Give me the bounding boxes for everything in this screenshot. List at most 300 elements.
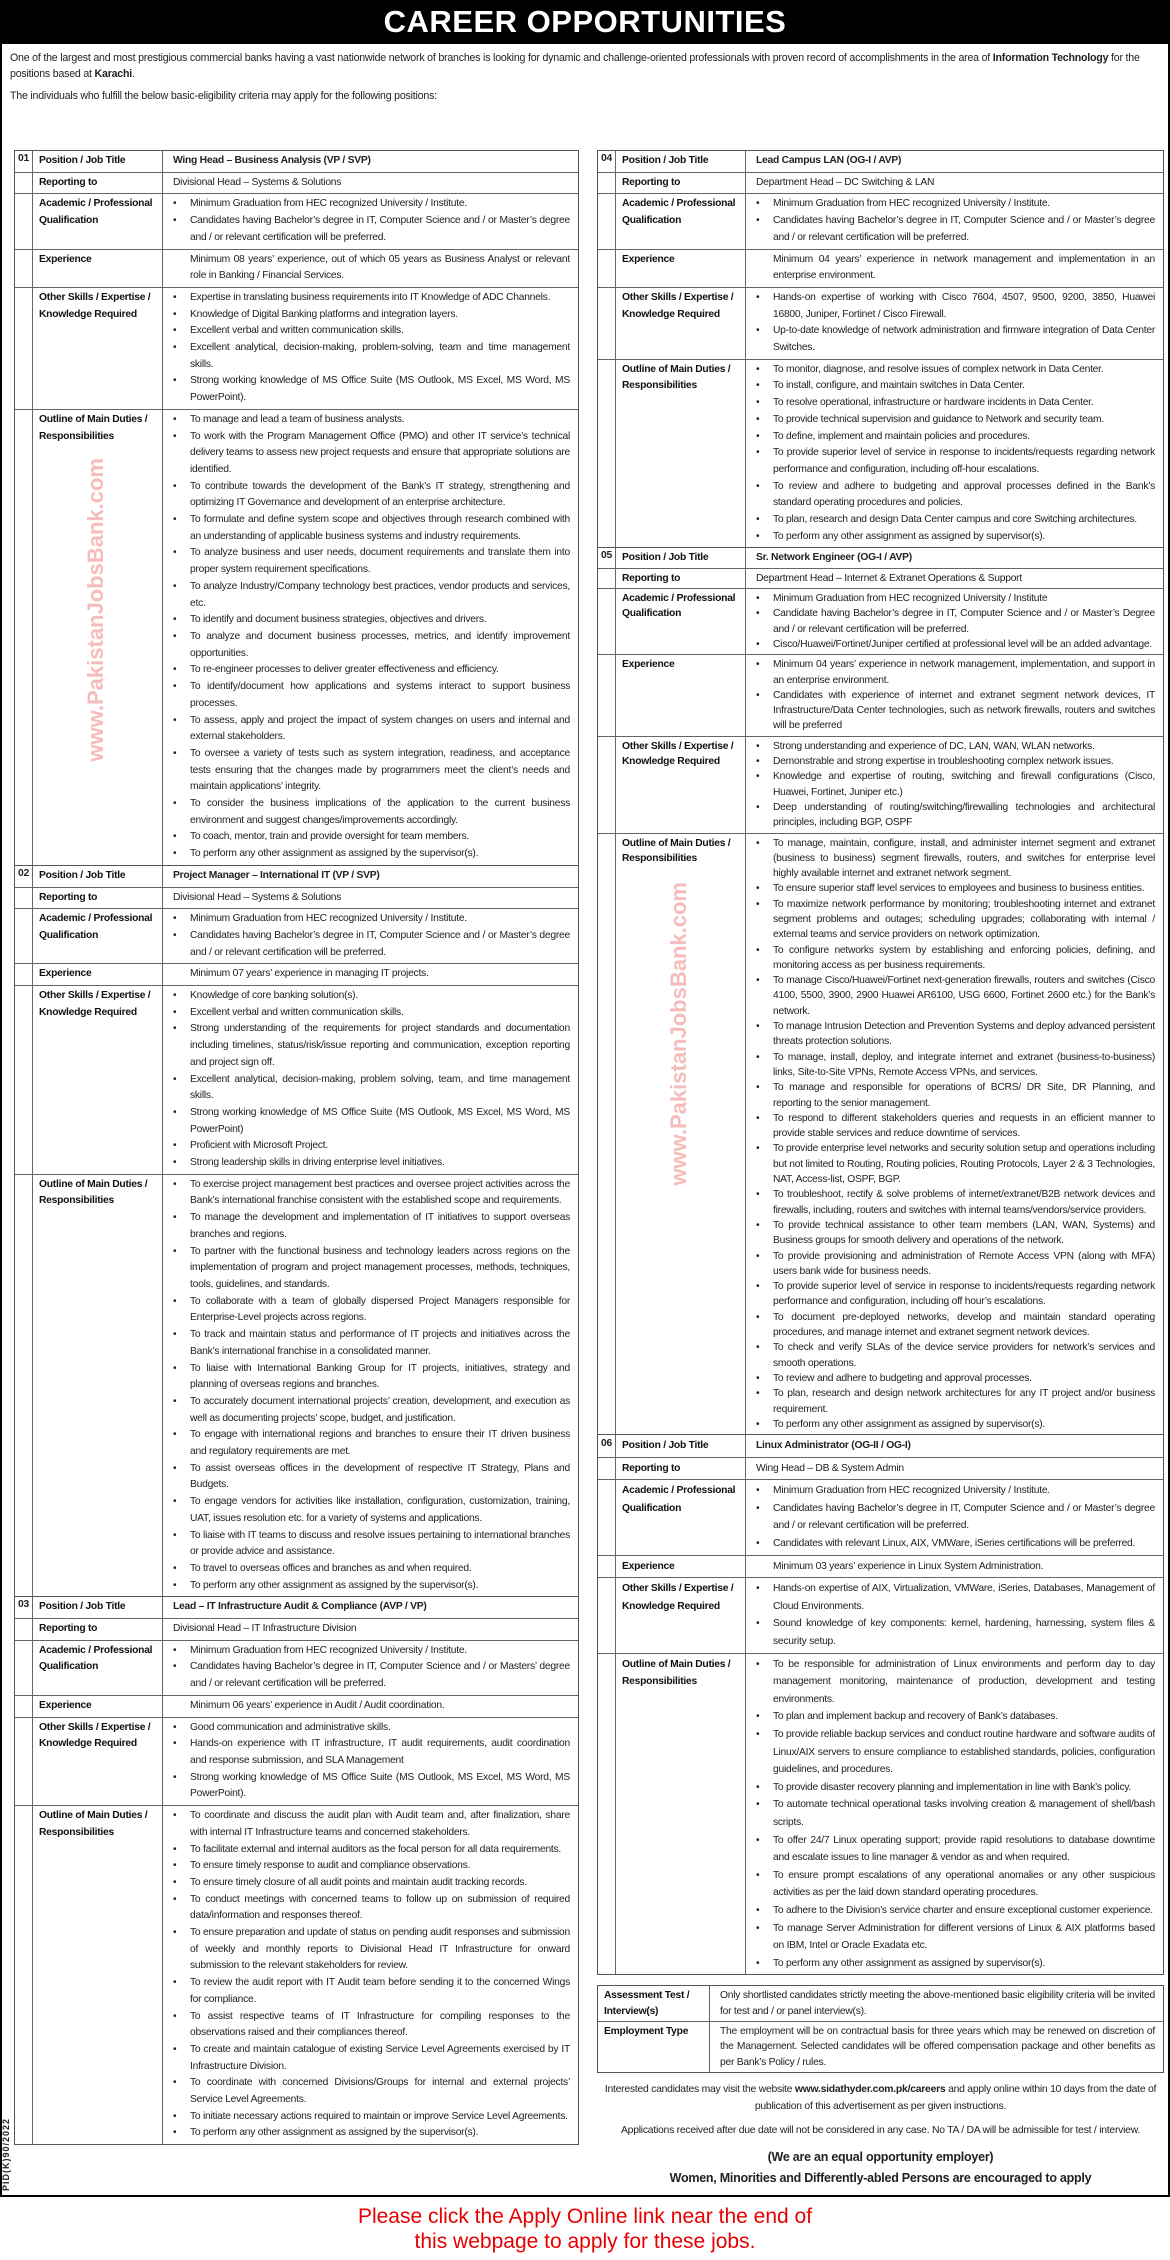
bullet-item: • To ensure superior staff level services to employees and business to business entities. — [756, 881, 1155, 896]
bullet-item: • To plan, research and design network architectures for any IT project and/or business requirement. — [756, 1386, 1155, 1417]
row-value: Minimum 07 years’ experience in managing IT projects. — [190, 968, 429, 980]
bullet-item: • To be responsible for administration of Linux environments and perform day to day management monitoring, maintenance of production, development and testing environments. — [756, 1656, 1155, 1709]
bullet-item: • To coordinate and discuss the audit plan with Audit team and, after finalization, share with internal IT Infrastructure teams and concerned stakeholders. — [173, 1808, 570, 1841]
job-title-row — [598, 151, 1163, 173]
job-row — [598, 1480, 1163, 1555]
row-label-text: Reporting to — [622, 572, 681, 584]
row-label-text: Reporting to — [39, 1623, 98, 1635]
row-label-text: Outline of Main Duties / Responsibilities — [39, 1810, 148, 1838]
job-section-04 — [597, 150, 1164, 547]
job-row — [15, 888, 578, 910]
row-bullets — [163, 909, 578, 963]
bullet-item: • Strong working knowledge of MS Office Suite (MS Outlook, MS Excel, MS Word, MS PowerPoint) — [173, 1105, 570, 1138]
bullet-item: • To perform any other assignment as assigned by supervisor(s). — [756, 1417, 1155, 1432]
job-row — [598, 250, 1163, 288]
right-jobs — [597, 150, 1164, 1975]
row-label-text: Other Skills / Expertise / Knowledge Required — [39, 990, 151, 1018]
notice-line: Please click the Apply Online link near the end of — [357, 2205, 813, 2228]
job-number-spacer — [598, 569, 616, 588]
bullet-item: • Expertise in translating business requirements into IT Knowledge of ADC Channels. — [173, 290, 570, 307]
job-title-row — [598, 1435, 1163, 1458]
right-column — [597, 150, 1164, 2189]
bullet-item: • Hands-on expertise of working with Cisco 7604, 4507, 9500, 9200, 3850, Huawei 16800, Juniper, Fortinet / Cisco Firewall. — [756, 290, 1155, 323]
bullet-item: • Good communication and administrative skills. — [173, 1720, 570, 1737]
bullet-item: • To re-engineer processes to deliver greater effectiveness and efficiency. — [173, 662, 570, 679]
bullet-item: • Excellent verbal and written communication skills. — [173, 323, 570, 340]
job-number-spacer — [15, 1641, 33, 1695]
bullet-item: • To respond to different stakeholders queries and requests in an efficient manner to provide stable services and reduce downtime of services. — [756, 1111, 1155, 1142]
bullet-item: • To contribute towards the development of the Bank’s IT strategy, strengthening and optimizing IT Governance and development of an enterprise architecture. — [173, 479, 570, 512]
row-bullets — [746, 1480, 1163, 1554]
job-row — [15, 1641, 578, 1696]
row-label — [616, 589, 746, 654]
bullet-item: • Candidates having Bachelor’s degree in IT, Computer Science and / or Master’s degree and / or relevant certification will be preferred. — [173, 928, 570, 961]
job-section-01 — [14, 150, 579, 865]
row-label-text: Outline of Main Duties / Responsibilities — [39, 1178, 148, 1207]
job-number: 04 — [598, 151, 616, 172]
job-title: Sr. Network Engineer (OG-I / AVP) — [756, 552, 912, 564]
bullet-item: • To ensure timely closure of all audit points and maintain audit tracking records. — [173, 1875, 570, 1892]
row-label — [33, 194, 163, 248]
job-number: 06 — [598, 1435, 616, 1457]
bullet-item: • To engage vendors for activities like installation, configuration, customization, training, UAT, issues resolution etc. for a variety of systems and applications. — [173, 1494, 570, 1527]
job-number-spacer — [15, 410, 33, 865]
bullet-item: • Knowledge of core banking solution(s). — [173, 988, 570, 1005]
job-row — [15, 250, 578, 288]
pid-number: PID(K)90/2022 — [1, 2118, 11, 2192]
intro-text: for the positions based at — [10, 52, 1140, 80]
job-row — [15, 1175, 578, 1597]
row-bullets — [746, 589, 1163, 654]
left-column — [14, 150, 579, 2145]
row-label — [616, 1435, 746, 1457]
careers-link[interactable]: www.sidathyder.com.pk/careers — [794, 2083, 946, 2095]
bullet-item: • To manage and responsible for operations of BCRS/ DR Site, DR Planning, and reporting to the senior management. — [756, 1080, 1155, 1111]
bullet-item: • Excellent analytical, decision-making, problem-solving, team and time management skills. — [173, 340, 570, 373]
job-row — [15, 173, 578, 195]
row-value: Wing Head – DB & System Admin — [756, 1462, 904, 1474]
bullet-item: • Strong working knowledge of MS Office Suite (MS Outlook, MS Excel, MS Word, MS PowerPoint). — [173, 373, 570, 406]
bullet-item: • To assist overseas offices in the development of respective IT Strategy, Plans and Budgets. — [173, 1461, 570, 1494]
row-label-text: Academic / Professional Qualification — [622, 198, 736, 227]
job-row — [15, 1696, 578, 1718]
bullet-item: • To analyze and document business processes, metrics, and identify improvement opportunities. — [173, 629, 570, 662]
bullet-item: • To automate technical operational tasks involving creation & management of shell/bash scripts. — [756, 1796, 1155, 1831]
row-label — [616, 288, 746, 359]
bullet-item: • To perform any other assignment as assigned by the supervisor(s). — [173, 846, 570, 863]
row-value: The employment will be on contractual basis for three years which may be renewed on discretion of the Management. Selected candidates will be offered compensation package and other benefits as per Bank’s Policy / rules. — [720, 2025, 1155, 2068]
row-bullets — [163, 194, 578, 248]
job-row — [15, 909, 578, 964]
job-number-spacer — [598, 173, 616, 194]
row-label-text: Other Skills / Expertise / Knowledge Required — [39, 291, 151, 320]
bullet-item: • To conduct meetings with concerned teams to follow up on submission of required data/information and responses thereof. — [173, 1892, 570, 1925]
bullet-item: • Minimum Graduation from HEC recognized University / Institute — [756, 591, 1155, 606]
bullet-item: • To review the audit report with IT Audit team before sending it to the concerned Wings for compliance. — [173, 1975, 570, 2008]
row-label-text: Reporting to — [39, 891, 98, 903]
bullet-item: • To provide superior level of service in response to incidents/requests regarding network performance and configuration, including off hour’s escalations. — [756, 1279, 1155, 1310]
job-number-spacer — [598, 1578, 616, 1652]
row-label — [616, 834, 746, 1435]
bullet-item: • To provide reliable backup services and conduct routine hardware and software audits of Linux/AIX servers to ensure compliance to established standards, policies, configuration guidelines, and procedures. — [756, 1726, 1155, 1779]
intro-eligibility: The individuals who fulfill the below basic-eligibility criteria may apply for the following positions: — [10, 90, 437, 102]
row-label — [33, 250, 163, 287]
job-title: Lead – IT Infrastructure Audit & Compliance (AVP / VP) — [173, 1601, 427, 1613]
row-bullets — [746, 360, 1163, 548]
job-title: Project Manager – International IT (VP / SVP) — [173, 869, 380, 881]
bullet-item: • To engage with international regions and branches to ensure their IT driven business and regulatory requirements are met. — [173, 1427, 570, 1460]
row-value: Department Head – DC Switching & LAN — [756, 176, 935, 188]
bullet-item: • To accurately document international projects’ creation, development, and execution as well as documenting projects’ scope, budget, and justification. — [173, 1394, 570, 1427]
job-number-spacer — [598, 589, 616, 654]
row-label: Employment Type — [598, 2022, 710, 2072]
row-label — [616, 1578, 746, 1652]
bullet-item: • To track and maintain status and performance of IT projects and initiatives across the Bank’s international franchise in a consolidated manner. — [173, 1327, 570, 1360]
bullet-item: • To identify/document how applications and systems interact to support business processes. — [173, 679, 570, 712]
job-number-spacer — [15, 250, 33, 287]
job-section-06 — [597, 1434, 1164, 1975]
intro — [10, 50, 1160, 110]
bullet-item: • To assess, apply and project the impact of system changes on users and internal and external stakeholders. — [173, 713, 570, 746]
row-bullets — [746, 194, 1163, 248]
bullet-item: • Minimum Graduation from HEC recognized University / Institute. — [173, 911, 570, 928]
job-title-row — [15, 866, 578, 888]
job-row — [15, 1806, 578, 2144]
bullet-item: • Knowledge and expertise of routing, switching and firewall configurations (Cisco, Huawei, Fortinet, Juniper etc.) — [756, 769, 1155, 800]
job-number-spacer — [15, 909, 33, 963]
row-label — [616, 194, 746, 248]
job-number-spacer — [15, 1696, 33, 1717]
bullet-item: • To ensure timely response to audit and compliance observations. — [173, 1858, 570, 1875]
bullet-item: • To maximize network performance by monitoring; troubleshooting internet and extranet segment problems and outages; scheduling upgrades; collaborating with internal / external teams and service providers on network optimization. — [756, 897, 1155, 943]
bullet-item: • To define, implement and maintain policies and procedures. — [756, 429, 1155, 446]
bullet-item: • To ensure prompt escalations of any operational anomalies or any other suspicious activities as per the laid down standard operating procedures. — [756, 1867, 1155, 1902]
bullet-item: • To resolve operational, infrastructure or hardware incidents in Data Center. — [756, 395, 1155, 412]
intro-field: Information Technology — [992, 52, 1109, 64]
bullet-item: • To oversee a variety of tests such as system integration, readiness, and acceptance tests ensuring that the changes made by programmers meet the client’s needs and maintain applications’ integrity. — [173, 746, 570, 796]
bullet-item: • To perform any other assignment as assigned by the supervisor(s). — [173, 2125, 570, 2142]
job-number-spacer — [15, 1175, 33, 1597]
job-number-spacer — [598, 834, 616, 1435]
job-number-spacer — [598, 288, 616, 359]
bullet-item: • Candidates having Bachelor’s degree in IT, Computer Science and / or Masters’ degree and / or relevant certification will be preferred. — [173, 1659, 570, 1692]
row-bullets — [163, 986, 578, 1174]
row-bullets — [746, 737, 1163, 833]
row-label-text: Experience — [39, 968, 92, 980]
job-number: 05 — [598, 548, 616, 567]
bullet-item: • To provide enterprise level networks and security solution setup and operations including but not limited to Routing, Routing policies, Routing Protocols, Layer 2 & 3 Technologies, NAT, Access-list, OSPF, BGP. — [756, 1141, 1155, 1187]
row-label-text: Experience — [622, 659, 675, 671]
row-label — [616, 1480, 746, 1554]
row-label — [616, 737, 746, 833]
bullet-item: • To manage Intrusion Detection and Prevention Systems and deploy advanced persistent threats protection solutions. — [756, 1019, 1155, 1050]
row-label-text: Position / Job Title — [622, 155, 709, 166]
bullet-item: • To plan and implement backup and recovery of Bank’s databases. — [756, 1708, 1155, 1726]
intro-city: Karachi — [94, 68, 133, 80]
row-bullets — [746, 1654, 1163, 1975]
bullet-item: • To work with the Program Management Office (PMO) and other IT service’s technical delivery teams to assess new project requests and ensure that appropriate solutions are identified. — [173, 429, 570, 479]
watermark: www.PakistanJobsBank.com — [666, 881, 691, 1186]
bullet-item: • Deep understanding of routing/switching/firewalling technologies and architectural principles, including BGP, OSPF — [756, 800, 1155, 831]
bullet-item: • Minimum Graduation from HEC recognized University / Institute. — [173, 196, 570, 213]
intro-paragraph — [10, 50, 1160, 82]
job-row — [598, 1578, 1163, 1653]
job-row — [15, 1619, 578, 1641]
job-title: Linux Administrator (OG-II / OG-I) — [756, 1440, 911, 1452]
bullet-item: • Minimum Graduation from HEC recognized University / Institute. — [756, 196, 1155, 213]
job-number: 02 — [15, 866, 33, 887]
job-row — [598, 1458, 1163, 1481]
row-label-text: Experience — [39, 1699, 92, 1711]
row-label — [616, 151, 746, 172]
bullet-item: • Knowledge of Digital Banking platforms and integration layers. — [173, 307, 570, 324]
row-label — [33, 151, 163, 172]
bullet-item: • To manage Cisco/Huawei/Fortinet next-generation firewalls, routers and switches (Cisco 4100, 5500, 3900, 2900 Huawei AR6100, USG 6600, Fortinet 2600 etc.) for the Bank’s network. — [756, 973, 1155, 1019]
job-number-spacer — [598, 1556, 616, 1578]
row-label — [616, 569, 746, 588]
job-section-05 — [597, 547, 1164, 1434]
apply-online-notice — [0, 2204, 1170, 2254]
job-number-spacer — [598, 1654, 616, 1975]
row-label — [33, 909, 163, 963]
bullet-item: • To partner with the functional business and technology leaders across regions on the implementation of program and project management processes, methods, techniques, tools, guidelines, and standards. — [173, 1244, 570, 1294]
apply-text: Interested candidates may visit the website — [604, 2083, 795, 2095]
bullet-item: • To perform any other assignment as assigned by the supervisor(s). — [173, 1578, 570, 1595]
bullet-item: • To monitor, diagnose, and resolve issues of complex network in Data Center. — [756, 362, 1155, 379]
apply-instructions — [597, 2081, 1164, 2116]
page-title: CAREER OPPORTUNITIES — [0, 0, 1170, 44]
job-number-spacer — [15, 888, 33, 909]
job-number-spacer — [15, 288, 33, 409]
bullet-item: • To exercise project management best practices and oversee project activities across the Bank’s international franchise consistent with the established scope and requirements. — [173, 1177, 570, 1210]
row-label-text: Position / Job Title — [622, 1440, 709, 1452]
bullet-item: • Strong leadership skills in driving enterprise level initiatives. — [173, 1155, 570, 1172]
bullet-item: • Minimum Graduation from HEC recognized University / Institute. — [756, 1482, 1155, 1500]
job-number-spacer — [598, 360, 616, 548]
bullet-item: • To offer 24/7 Linux operating support; provide rapid resolutions to database downtime and escalate issues to line manager & vendor as and when required. — [756, 1832, 1155, 1867]
bullet-item: • Up-to-date knowledge of network administration and firmware integration of Data Center Switches. — [756, 323, 1155, 356]
bullet-item: • Candidates having Bachelor’s degree in IT, Computer Science and / or Master’s degree and / or relevant certification will be preferred. — [756, 213, 1155, 246]
row-label-text: Experience — [39, 253, 92, 265]
employment-type-row — [598, 2022, 1163, 2072]
row-label-text: Academic / Professional Qualification — [622, 1485, 736, 1514]
row-label — [616, 360, 746, 548]
job-section-02 — [14, 865, 579, 1597]
job-row — [15, 964, 578, 986]
bullet-item: • To manage the development and implementation of IT initiatives to support overseas branches and regions. — [173, 1210, 570, 1243]
job-row — [15, 288, 578, 410]
row-label — [33, 888, 163, 909]
bullet-item: • To adhere to the Division’s service charter and ensure exceptional customer experience. — [756, 1902, 1155, 1920]
bullet-item: • To provide technical supervision and guidance to Network and security team. — [756, 412, 1155, 429]
intro-text: . — [132, 68, 135, 80]
job-row — [598, 360, 1163, 548]
bullet-item: • To manage and lead a team of business analysts. — [173, 412, 570, 429]
bullet-item: • Excellent verbal and written communication skills. — [173, 1005, 570, 1022]
row-bullets — [746, 655, 1163, 735]
row-label-text: Experience — [622, 1560, 675, 1572]
job-row — [598, 288, 1163, 360]
job-number-spacer — [598, 1480, 616, 1554]
row-bullets — [746, 288, 1163, 359]
bullet-item: • To create and maintain catalogue of existing Service Level Agreements exercised by IT Infrastructure Division. — [173, 2042, 570, 2075]
row-value: Divisional Head – Systems & Solutions — [173, 891, 342, 903]
row-label-text: Academic / Professional Qualification — [39, 913, 153, 941]
row-label-text: Reporting to — [39, 176, 98, 188]
bullet-item: • To perform any other assignment as assigned by supervisor(s). — [756, 529, 1155, 546]
bullet-item: • Minimum Graduation from HEC recognized University / Institute. — [173, 1643, 570, 1660]
row-label-text: Position / Job Title — [39, 155, 126, 166]
row-value: Minimum 03 years’ experience in Linux System Administration. — [773, 1560, 1044, 1572]
bullet-item: • To assist respective teams of IT Infrastructure for compiling responses to the observations raised and their compliances thereof. — [173, 2009, 570, 2042]
row-bullets — [163, 1641, 578, 1695]
bullet-item: • Candidate having Bachelor’s degree in IT, Computer Science and / or Master’s Degree and / or relevant certification will be preferred. — [756, 606, 1155, 637]
row-label — [33, 964, 163, 985]
bullet-item: • Strong understanding of the requirements for project standards and documentation including timelines, status/risk/issue reporting and communication, exception reporting and project sign off. — [173, 1021, 570, 1071]
row-value: Divisional Head – IT Infrastructure Division — [173, 1623, 357, 1635]
job-row — [598, 569, 1163, 589]
row-label — [616, 655, 746, 735]
job-row — [598, 589, 1163, 655]
row-bullets — [746, 834, 1163, 1435]
job-row — [598, 194, 1163, 249]
bullet-item: • To troubleshoot, rectify & solve problems of internet/extranet/B2B network devices and firewalls, including, routers and switches with internal teams/vendors/service providers. — [756, 1187, 1155, 1218]
row-label-text: Other Skills / Expertise / Knowledge Required — [39, 1721, 151, 1750]
job-row — [598, 173, 1163, 195]
job-row — [15, 1718, 578, 1807]
job-row — [598, 1556, 1163, 1579]
job-row — [598, 655, 1163, 736]
bullet-item: • Cisco/Huawei/Fortinet/Juniper certified at professional level will be an added advantage. — [756, 637, 1155, 652]
row-label-text: Position / Job Title — [39, 1601, 126, 1613]
job-number-spacer — [15, 1619, 33, 1640]
bullet-item: • To coordinate with concerned Divisions/Groups for internal and external projects’ Service Level Agreements. — [173, 2075, 570, 2108]
bullet-item: • To ensure preparation and update of status on pending audit responses and submission of weekly and monthly reports to Divisional Head IT Infrastructure for onward submission to the relevant stakeholders for review. — [173, 1925, 570, 1975]
job-number-spacer — [15, 986, 33, 1174]
row-label — [616, 173, 746, 194]
row-label-text: Other Skills / Expertise / Knowledge Required — [622, 1583, 734, 1612]
assessment-row — [598, 1986, 1163, 2022]
notice-line: this webpage to apply for these jobs. — [414, 2230, 756, 2253]
job-row — [15, 986, 578, 1175]
bullet-item: • Hands-on expertise of AIX, Virtualization, VMWare, iSeries, Databases, Management of Cloud Environments. — [756, 1580, 1155, 1615]
row-label — [33, 1175, 163, 1597]
row-bullets — [163, 410, 578, 865]
row-label — [33, 866, 163, 887]
bullet-item: • Candidates having Bachelor’s degree in IT, Computer Science and / or Master’s degree and / or relevant certification will be preferred. — [756, 1500, 1155, 1535]
bullet-item: • Demonstrable and strong expertise in troubleshooting complex network issues. — [756, 754, 1155, 769]
row-label — [33, 1597, 163, 1618]
row-label — [616, 250, 746, 287]
job-title: Wing Head – Business Analysis (VP / SVP) — [173, 155, 371, 166]
row-label — [616, 1556, 746, 1578]
job-number-spacer — [598, 1458, 616, 1480]
job-row — [598, 834, 1163, 1435]
row-bullets — [163, 1718, 578, 1806]
bullet-item: • To review and adhere to budgeting and approval processes. — [756, 1371, 1155, 1386]
row-label — [33, 986, 163, 1174]
job-number-spacer — [15, 1806, 33, 2144]
job-title-row — [15, 151, 578, 173]
encouragement: Women, Minorities and Differently-abled Persons are encouraged to apply — [669, 2171, 1092, 2186]
job-number-spacer — [15, 194, 33, 248]
bullet-item: • To consider the business implications of the application to the current business environment and suggest changes/improvements accordingly. — [173, 796, 570, 829]
row-label — [33, 1619, 163, 1640]
bullet-item: • To manage Server Administration for different versions of Linux & AIX platforms based on IBM, Intel or Oracle Exadata etc. — [756, 1920, 1155, 1955]
bullet-item: • To provide provisioning and administration of Remote Access VPN (along with MFA) users bank wide for business needs. — [756, 1249, 1155, 1280]
row-label — [33, 1718, 163, 1806]
row-label — [33, 1806, 163, 2144]
bullet-item: • Minimum 04 years’ experience in network management, implementation, and support in an enterprise environment. — [756, 657, 1155, 688]
job-number-spacer — [15, 1718, 33, 1806]
job-title-row — [15, 1597, 578, 1619]
row-label-text: Academic / Professional Qualification — [622, 593, 736, 620]
job-row — [598, 1654, 1163, 1975]
bullet-item: • To identify and document business strategies, objectives and drivers. — [173, 612, 570, 629]
row-value: Department Head – Internet & Extranet Operations & Support — [756, 572, 1022, 584]
bullet-item: • Candidates with experience of internet and extranet segment network devices, IT Infrastructure/Data Center technologies, such as network firewalls, routers and switches will be preferred — [756, 688, 1155, 734]
bullet-item: • To provide superior level of service in response to incidents/requests regarding network performance and configuration, including off-hour escalations. — [756, 445, 1155, 478]
bullet-item: • Hands-on experience with IT infrastructure, IT audit requirements, audit coordination and response submission, and SLA Management — [173, 1736, 570, 1769]
bullet-item: • To check and verify SLAs of the device service providers for network’s services and smooth operations. — [756, 1340, 1155, 1371]
row-label — [33, 1696, 163, 1717]
bullet-item: • To plan, research and design Data Center campus and core Switching architectures. — [756, 512, 1155, 529]
row-bullets — [163, 1806, 578, 2144]
bullet-item: • To install, configure, and maintain switches in Data Center. — [756, 378, 1155, 395]
bullet-item: • Strong understanding and experience of DC, LAN, WAN, WLAN networks. — [756, 739, 1155, 754]
row-label-text: Reporting to — [622, 1462, 681, 1474]
bullet-item: • To manage, maintain, configure, install, and administer internet segment and extranet (business to business) segment firewalls, routers, and switches for enterprise level highly available internet and extranet network segment. — [756, 836, 1155, 882]
row-value: Only shortlisted candidates strictly meeting the above-mentioned basic eligibility criteria will be invited for test and / or panel interview(s). — [720, 1990, 1155, 2017]
job-title: Lead Campus LAN (OG-I / AVP) — [756, 155, 902, 166]
bullet-item: • Excellent analytical, decision-making, problem solving, team, and time management skills. — [173, 1072, 570, 1105]
bullet-item: • To liaise with International Banking Group for IT projects, initiatives, strategy and planning of overseas regions and branches. — [173, 1361, 570, 1394]
apply-text: and apply online within 10 days from the date of publication of this advertisement as per given instructions. — [754, 2083, 1157, 2113]
bullet-item: • Sound knowledge of key components: kernel, hardening, harnessing, system files & security setup. — [756, 1615, 1155, 1650]
bullet-item: • To analyze business and user needs, document requirements and translate them into proper system requirement specifications. — [173, 545, 570, 578]
job-row — [15, 194, 578, 249]
job-row — [598, 737, 1163, 834]
bullet-item: • To analyze Industry/Company technology best practices, vendor products and services, etc. — [173, 579, 570, 612]
row-label — [616, 1458, 746, 1480]
job-number-spacer — [598, 250, 616, 287]
bullet-item: • To configure networks system by establishing and enforcing policies, defining, and monitoring access as per business requirements. — [756, 943, 1155, 974]
row-label: Assessment Test / Interview(s) — [598, 1986, 710, 2021]
job-number-spacer — [598, 194, 616, 248]
row-label — [33, 173, 163, 194]
row-value: Divisional Head – Systems & Solutions — [173, 176, 342, 188]
bullet-item: • Proficient with Microsoft Project. — [173, 1138, 570, 1155]
job-number: 03 — [15, 1597, 33, 1618]
bullet-item: • To provide disaster recovery planning and implementation in line with Bank’s policy. — [756, 1779, 1155, 1797]
row-value: Minimum 04 years’ experience in network management and implementation in an enterprise environment. — [773, 253, 1155, 282]
bullet-item: • To travel to overseas offices and branches as and when required. — [173, 1561, 570, 1578]
bullet-item: • Strong working knowledge of MS Office Suite (MS Outlook, MS Excel, MS Word, MS PowerPoint). — [173, 1770, 570, 1803]
bullet-item: • To collaborate with a team of globally dispersed Project Managers responsible for Enterprise-Level projects across regions. — [173, 1294, 570, 1327]
row-label-text: Position / Job Title — [622, 552, 709, 564]
job-number-spacer — [15, 964, 33, 985]
row-label-text: Academic / Professional Qualification — [39, 1644, 153, 1673]
job-title-row — [598, 548, 1163, 568]
job-row — [15, 410, 578, 865]
row-value: Minimum 08 years’ experience, out of which 05 years as Business Analyst or relevant role in Banking / Financial Services. — [190, 253, 570, 282]
row-label-text: Academic / Professional Qualification — [39, 198, 153, 227]
row-label-text: Outline of Main Duties / Responsibilities — [622, 1658, 731, 1688]
bullet-item: • Candidates having Bachelor’s degree in IT, Computer Science and / or Master’s degree and / or relevant certification will be preferred. — [173, 213, 570, 246]
row-label — [33, 1641, 163, 1695]
row-label-text: Other Skills / Expertise / Knowledge Required — [622, 740, 734, 768]
row-label — [616, 1654, 746, 1975]
